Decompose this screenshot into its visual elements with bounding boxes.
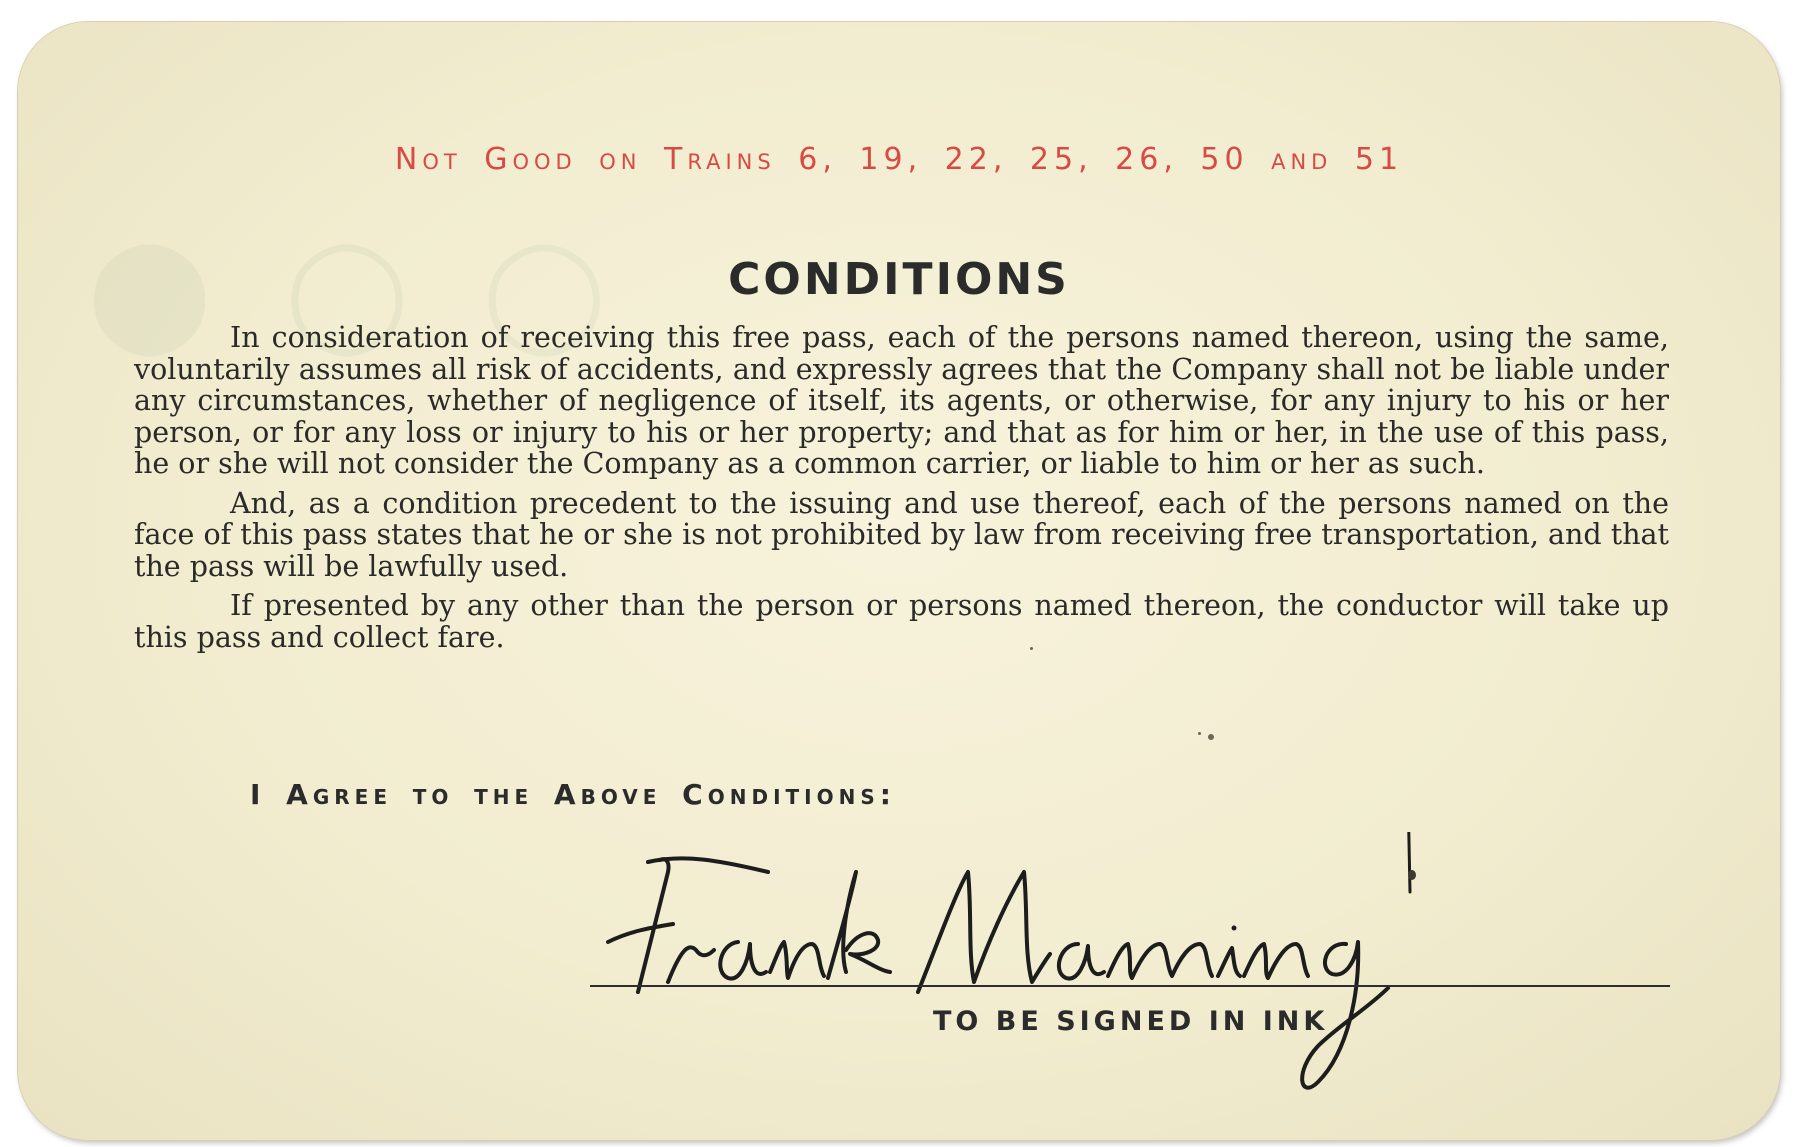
faded-stamp-mark: ⬤ ◯ ◯ [88, 227, 624, 355]
paper-speck [1198, 732, 1201, 735]
paper-speck [1030, 647, 1033, 650]
condition-paragraph-liability: In consideration of receiving this free pass, each of the persons named thereon, using the same, voluntarily assumes all risk of accidents, and expressly agrees that the Company shall not be liable under any circumstances, whether of negligence of itself, its agents, or otherwise, for any injury to his or her person, or for any loss or injury to his or her property; and that as for him or her, in the use of this pass, he or she will not consider the Company as a common carrier, or liable to him or her as such. [134, 321, 1669, 480]
pass-card [18, 22, 1780, 1140]
handwritten-signature [588, 832, 1568, 1102]
conditions-heading: CONDITIONS [728, 254, 1070, 305]
signature-caption: TO BE SIGNED IN INK [933, 1006, 1329, 1037]
train-restriction-notice: Not Good on Trains 6, 19, 22, 25, 26, 50 and 51 [394, 142, 1404, 177]
agreement-statement: I Agree to the Above Conditions: [250, 778, 896, 811]
condition-paragraph-eligibility: And, as a condition precedent to the issuing and use thereof, each of the persons named on the face of this pass states that he or she is not prohibited by law from receiving free transportation, and that the pass will be lawfully used. [134, 486, 1669, 583]
condition-paragraph-transfer: If presented by any other than the person or persons named thereon, the conductor will take up this pass and collect fare. [134, 589, 1669, 654]
paper-speck [1408, 870, 1416, 880]
signature-line [590, 985, 1670, 987]
conditions-body [134, 322, 1669, 661]
paper-speck [1208, 734, 1214, 740]
